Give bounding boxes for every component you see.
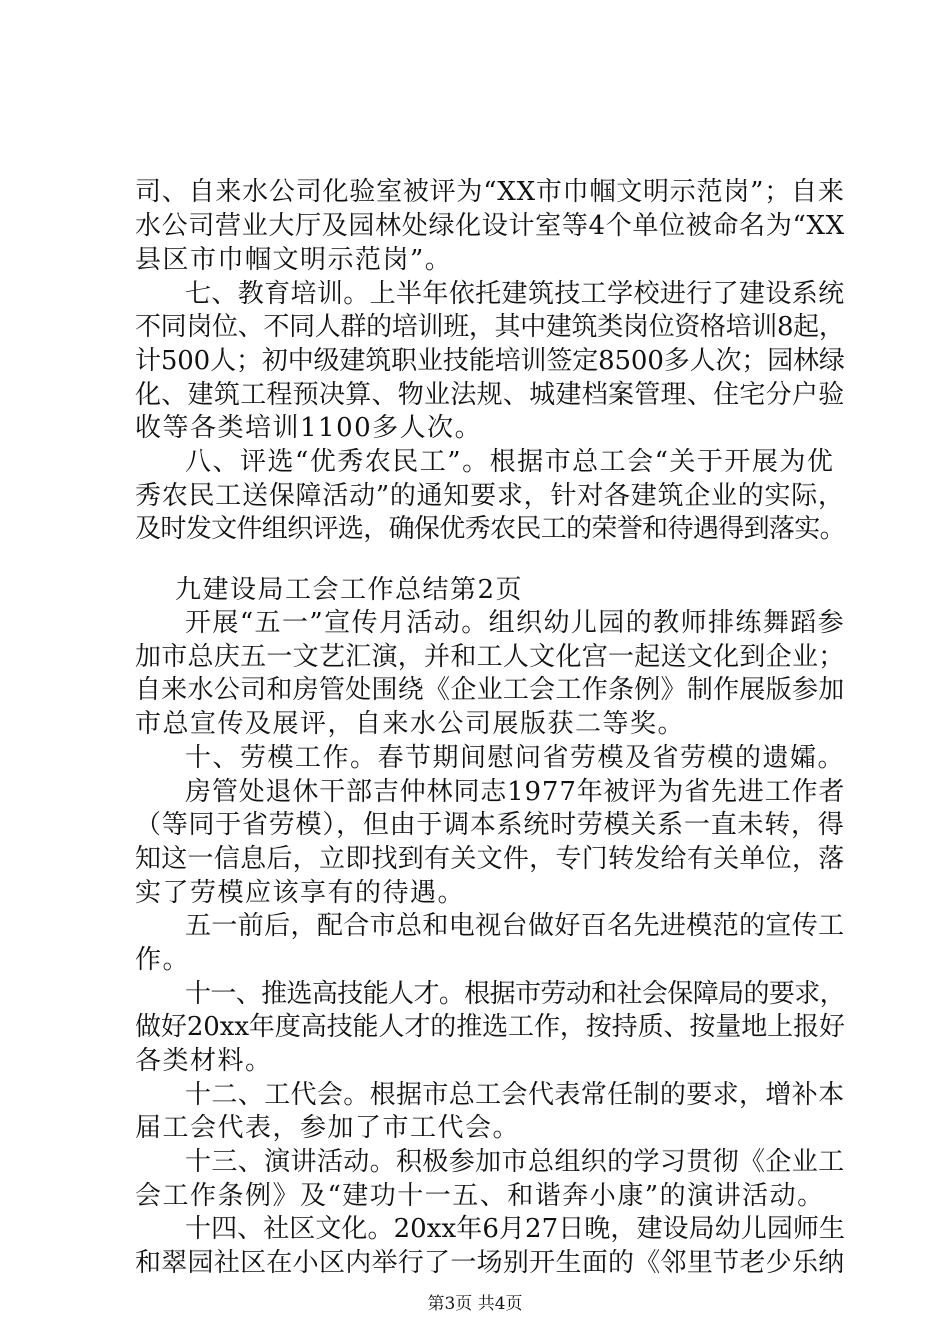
text-line: 七、教育培训。上半年依托建筑技工学校进行了建设系统 <box>185 279 845 309</box>
text-line: 开展“五一”宣传月活动。组织幼儿园的教师排练舞蹈参 <box>185 608 846 638</box>
text-line: 房管处退休干部吉仲林同志1977年被评为省先进工作者 <box>185 777 846 807</box>
text-line: 届工会代表，参加了市工代会。 <box>135 1113 521 1143</box>
text-line: 秀农民工送保障活动”的通知要求，针对各建筑企业的实际， <box>135 481 845 511</box>
text-line: 十一、推选高技能人才。根据市劳动和社会保障局的要求， <box>185 979 846 1009</box>
text-line: 市总宣传及展评，自来水公司展版获二等奖。 <box>135 709 686 739</box>
text-line: 作。 <box>135 945 191 975</box>
text-line: 五一前后，配合市总和电视台做好百名先进模范的宣传工 <box>185 911 845 941</box>
text-line: 十二、工代会。根据市总工会代表常任制的要求，增补本 <box>185 1080 845 1110</box>
text-line: 县区市巾帼文明示范岗”。 <box>135 245 453 275</box>
text-line: 收等各类培训1100多人次。 <box>135 413 483 443</box>
text-line: 水公司营业大厅及园林处绿化设计室等4个单位被命名为“XX <box>135 211 845 241</box>
text-line: 十三、演讲活动。积极参加市总组织的学习贯彻《企业工 <box>185 1147 845 1177</box>
text-line: 八、评选“优秀农民工”。根据市总工会“关于开展为优 <box>185 447 835 477</box>
text-line: 自来水公司和房管处围绕《企业工会工作条例》制作展版参加 <box>135 675 845 705</box>
text-line: 各类材料。 <box>135 1046 273 1076</box>
text-line: 十四、社区文化。20xx年6月27日晚，建设局幼儿园师生 <box>185 1214 846 1244</box>
text-line: 知这一信息后，立即找到有关文件，专门转发给有关单位，落 <box>135 844 845 874</box>
text-line: 及时发文件组织评选，确保优秀农民工的荣誉和待遇得到落实。 <box>135 514 846 544</box>
text-line: 化、建筑工程预决算、物业法规、城建档案管理、住宅分户验 <box>135 380 845 410</box>
text-line: 司、自来水公司化验室被评为“XX市巾帼文明示范岗”；自来 <box>135 177 845 207</box>
text-line: 做好20xx年度高技能人才的推选工作，按持质、按量地上报好 <box>135 1012 845 1042</box>
section-heading: 九建设局工会工作总结第2页 <box>175 575 524 605</box>
text-line: 实了劳模应该享有的待遇。 <box>135 878 466 908</box>
text-line: 十、劳模工作。春节期间慰问省劳模及省劳模的遗孀。 <box>185 743 846 773</box>
text-line: 计500人；初中级建筑职业技能培训签定8500多人次；园林绿 <box>135 346 845 376</box>
text-line: 加市总庆五一文艺汇演，并和工人文化宫一起送文化到企业； <box>135 642 845 672</box>
text-line: （等同于省劳模），但由于调本系统时劳模关系一直未转，得 <box>135 810 845 840</box>
page-footer: 第3页 共4页 <box>427 1294 523 1314</box>
text-line: 不同岗位、不同人群的培训班，其中建筑类岗位资格培训8起， <box>135 312 845 342</box>
text-line: 和翠园社区在小区内举行了一场别开生面的《邻里节老少乐纳 <box>135 1248 845 1278</box>
text-line: 会工作条例》及“建功十一五、和谐奔小康”的演讲活动。 <box>135 1181 825 1211</box>
